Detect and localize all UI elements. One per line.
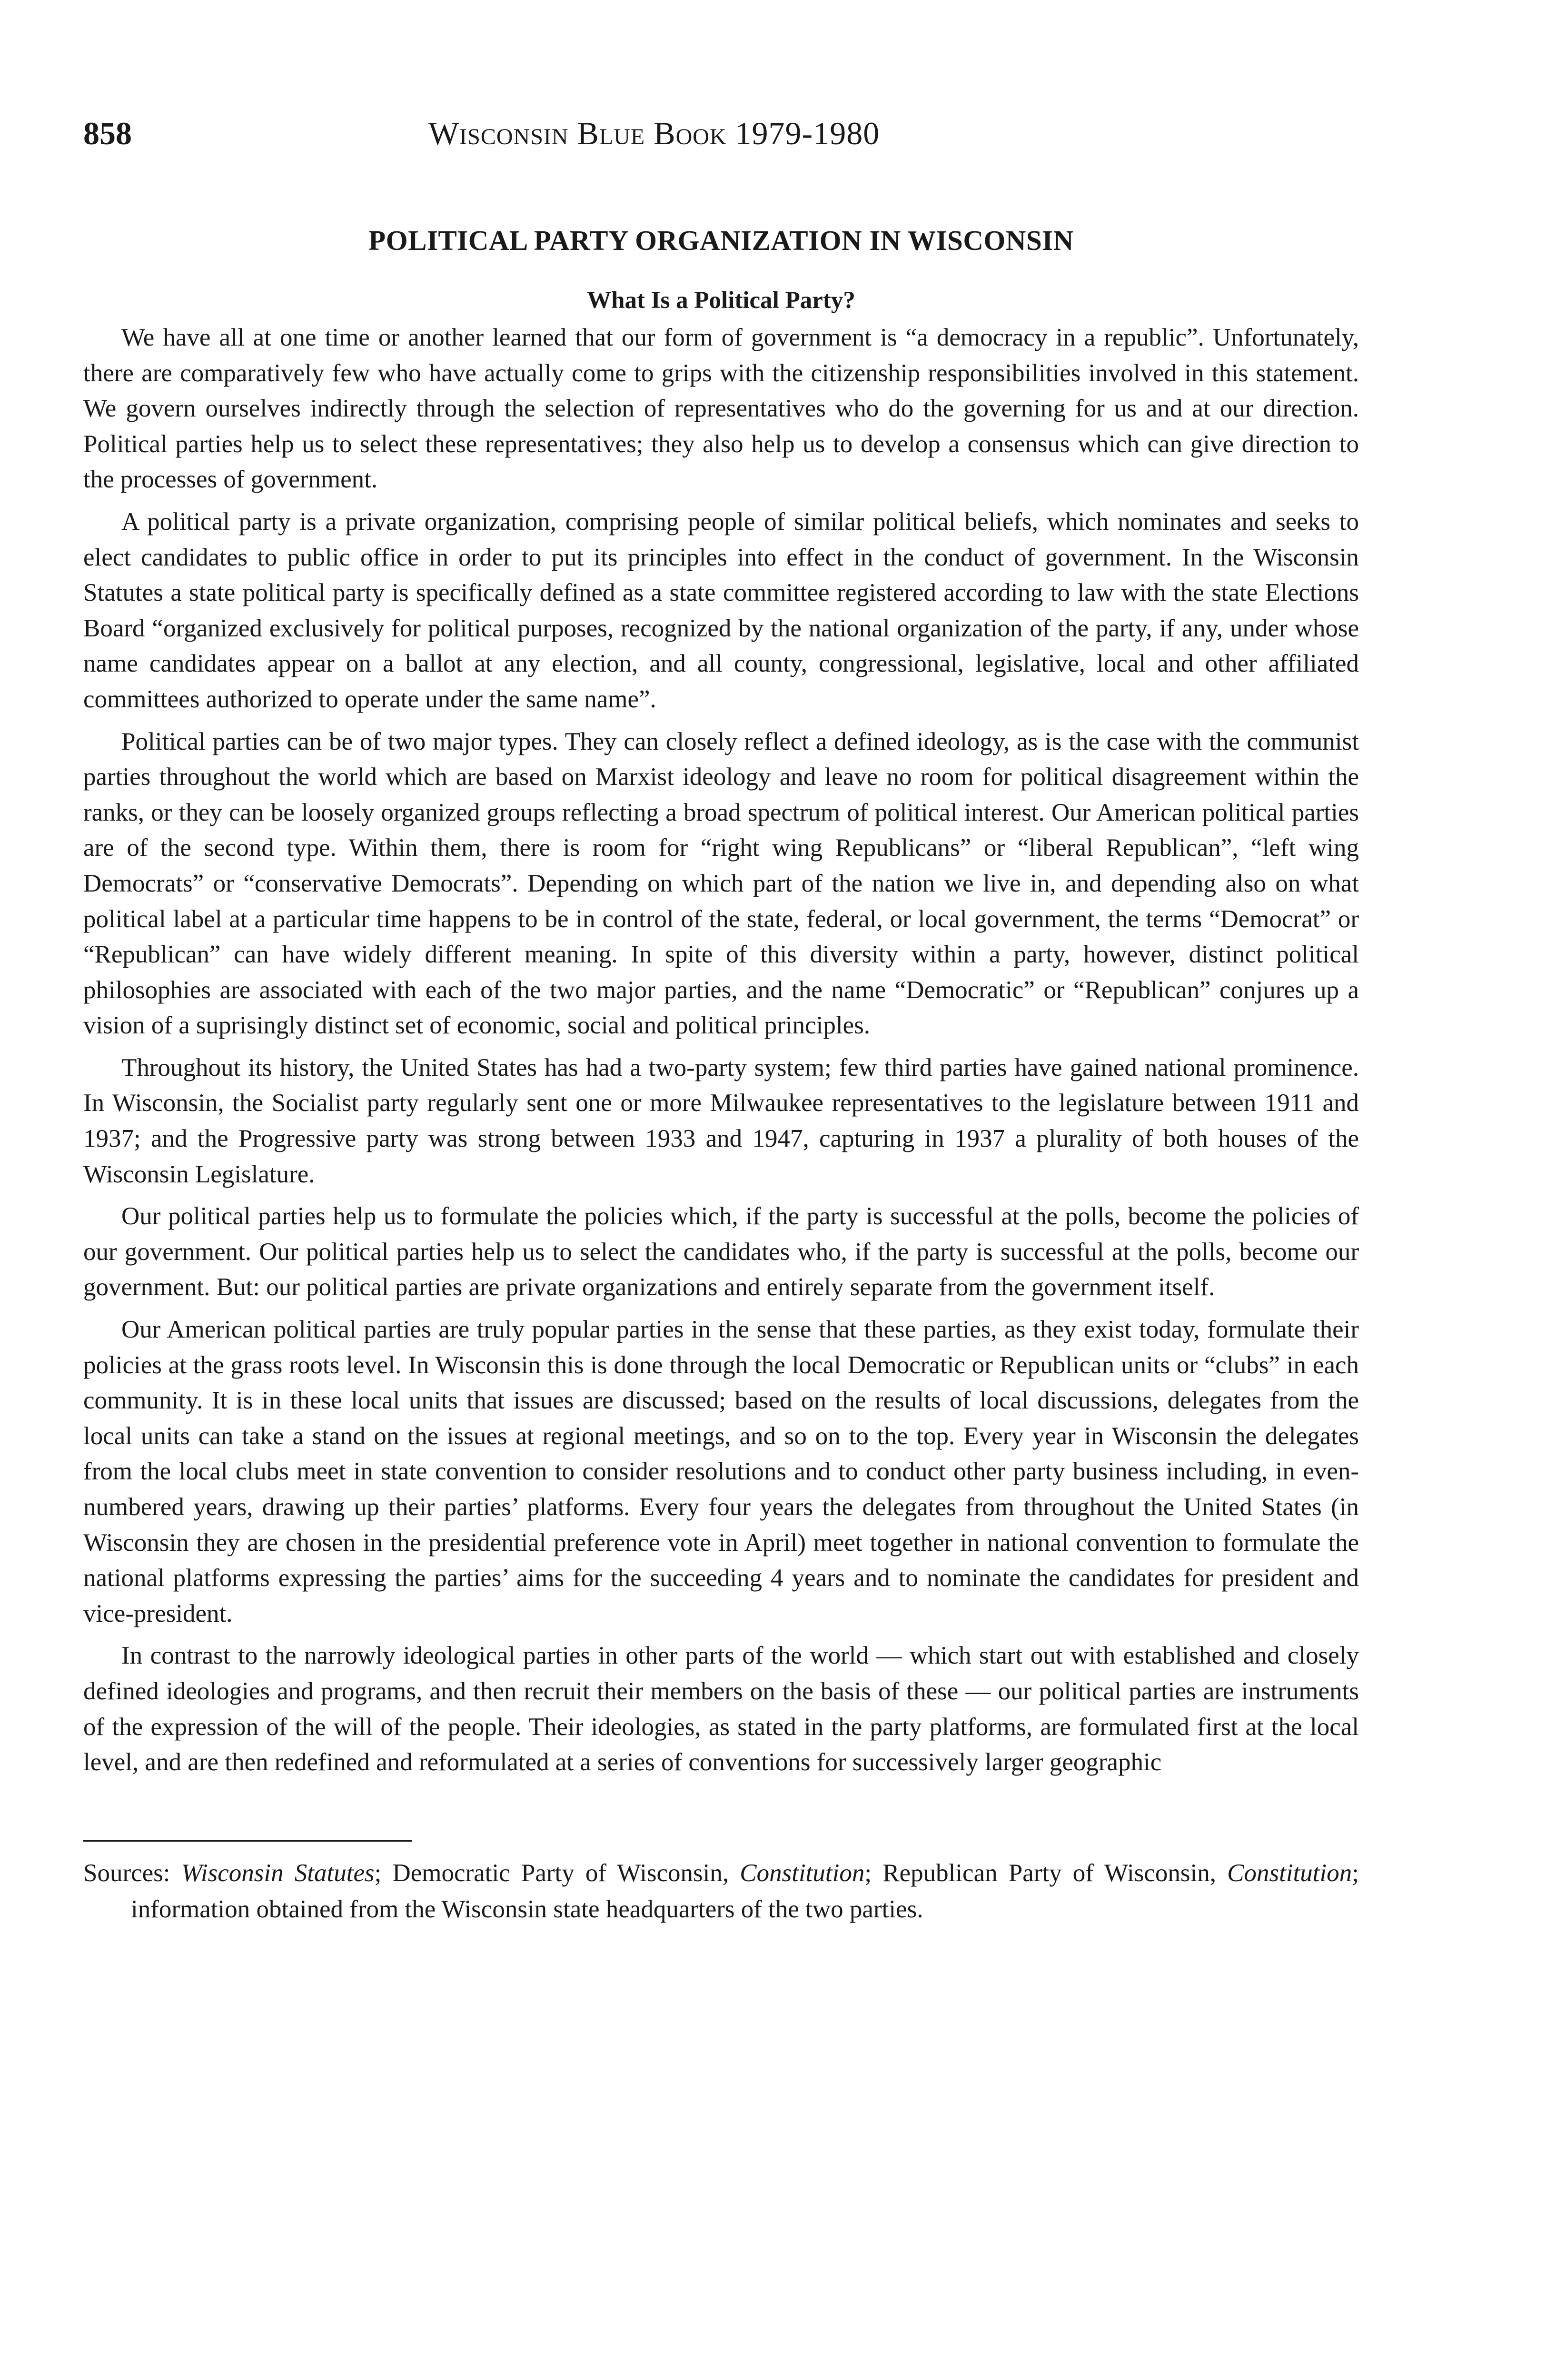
sources-footnote — [83, 1855, 1359, 1927]
article-title: POLITICAL PARTY ORGANIZATION IN WISCONSIN — [368, 225, 1074, 256]
article-body — [83, 320, 1359, 1780]
source-republican-constitution: Constitution — [1227, 1859, 1352, 1887]
paragraph: Our political parties help us to formulate the policies which, if the party is successful at the polls, become the policies of our government. Our political parties help us to select the candidates who, if the party is successful at the polls, become our government. But: our political parties are private organizations and entirely separate from the government itself. — [83, 1202, 1359, 1301]
paragraph: Political parties can be of two major types. They can closely reflect a defined ideology, as is the case with the communist parties throughout the world which are based on Marxist ideology and leave no room for political disagreement within the ranks, or they can be loosely organized groups reflecting a broad spectrum of political interest. Our American political parties are of the second type. Within them, there is room for “right wing Republicans” or “liberal Republican”, “left wing Democrats” or “conservative Democrats”. Depending on which part of the nation we live in, and depending also on what political label at a particular time happens to be in control of the state, federal, or local government, the terms “Democrat” or “Republican” can have widely different meaning. In spite of this diversity within a party, however, distinct political philosophies are associated with each of the two major parties, and the name “Democratic” or “Republican” conjures up a vision of a suprisingly distinct set of economic, social and political principles. — [83, 727, 1359, 1040]
page-number: 858 — [83, 115, 132, 151]
paragraph: We have all at one time or another learned that our form of government is “a democracy in a republic”. Unfortunately, there are comparatively few who have actually come to grips with the citizenship responsibilities involved in this statement. We govern ourselves indirectly through the selection of representatives who do the governing for us and at our direction. Political parties help us to select these representatives; they also help us to develop a consensus which can give direction to the processes of government. — [83, 324, 1359, 494]
paragraph: Our American political parties are truly popular parties in the sense that these parties, as they exist today, formulate their policies at the grass roots level. In Wisconsin this is done through the local Democratic or Republican units or “clubs” in each community. It is in these local units that issues are discussed; based on the results of local discussions, delegates from the local units can take a stand on the issues at regional meetings, and so on to the top. Every year in Wisconsin the delegates from the local clubs meet in state convention to consider resolutions and to conduct other party business including, in even-numbered years, drawing up their parties’ platforms. Every four years the delegates from throughout the United States (in Wisconsin they are chosen in the presidential preference vote in April) meet together in national convention to formulate the national platforms expressing the parties’ aims for the succeeding 4 years and to nominate the candidates for president and vice-president. — [83, 1316, 1359, 1627]
running-head — [83, 114, 1359, 167]
source-wisconsin-statutes: Wisconsin Statutes — [181, 1859, 375, 1887]
sources-separator: ; Democratic Party of Wisconsin, — [374, 1859, 740, 1887]
paragraph: A political party is a private organization, comprising people of similar political beliefs, which nominates and seeks to elect candidates to public office in order to put its principles into effect in the conduct of government. In the Wisconsin Statutes a state political party is specifically defined as a state committee registered according to law with the state Elections Board “organized exclusively for political purposes, recognized by the national organization of the party, if any, under whose name candidates appear on a ballot at any election, and all county, congressional, legislative, local and other affiliated committees authorized to operate under the same name”. — [83, 507, 1359, 713]
footnote-divider — [83, 1840, 412, 1842]
section-heading: What Is a Political Party? — [587, 287, 855, 314]
sources-tail: ; information obtained from the Wisconsin state headquarters of the two parties. — [131, 1859, 1359, 1923]
paragraph: Throughout its history, the United States has had a two-party system; few third parties have gained national prominence. In Wisconsin, the Socialist party regularly sent one or more Milwaukee representatives to the legislature between 1911 and 1937; and the Progressive party was strong between 1933 and 1947, capturing in 1937 a plurality of both houses of the Wisconsin Legislature. — [83, 1053, 1359, 1188]
sources-lead: Sources: — [83, 1859, 181, 1887]
paragraph: In contrast to the narrowly ideological parties in other parts of the world — which start out with established and closely defined ideologies and programs, and then recruit their members on the basis of these — our political parties are instruments of the expression of the will of the people. Their ideologies, as stated in the party platforms, are formulated first at the local level, and are then redefined and reformulated at a series of conventions for successively larger geographic — [83, 1642, 1359, 1776]
source-democratic-constitution: Constitution — [740, 1859, 865, 1887]
sources-separator: ; Republican Party of Wisconsin, — [864, 1859, 1228, 1887]
book-title: Wisconsin Blue Book 1979-1980 — [428, 115, 880, 151]
document-page — [83, 114, 1359, 1927]
